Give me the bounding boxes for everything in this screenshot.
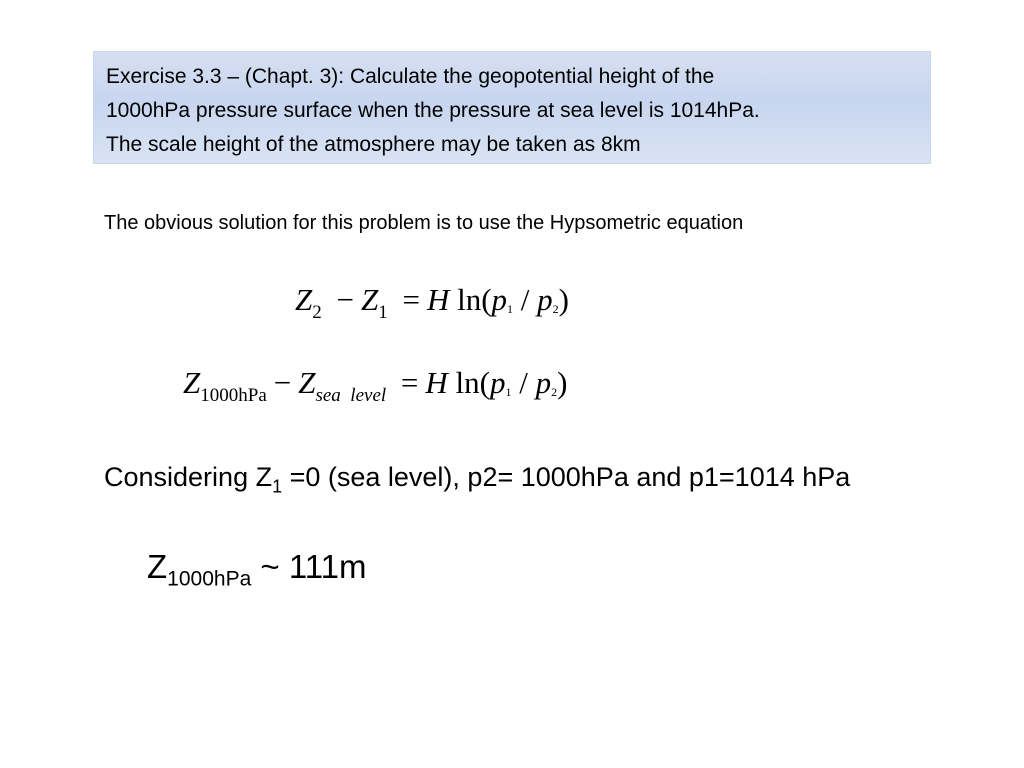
- eq2-p1-sub: 1: [505, 385, 512, 399]
- eq1-z1: Z: [360, 282, 379, 317]
- considering-suffix: =0 (sea level), p2= 1000hPa and p1=1014 hPa: [282, 462, 851, 492]
- exercise-line-2: 1000hPa pressure surface when the pressure at sea level is 1014hPa.: [106, 99, 760, 122]
- eq2-equals: =: [400, 365, 419, 400]
- result-text: [147, 548, 367, 592]
- eq2-za: Z: [183, 365, 201, 400]
- eq2-ln: ln(: [455, 365, 490, 400]
- eq2-p2-sub: 2: [551, 385, 558, 399]
- eq1-close: ): [558, 282, 569, 317]
- eq1-p2: p: [537, 282, 553, 317]
- intro-text: The obvious solution for this problem is to use the Hypsometric equation: [104, 212, 744, 234]
- exercise-line-1: Exercise 3.3 – (Chapt. 3): Calculate the geopotential height of the: [106, 65, 715, 88]
- eq2-za-sub: 1000hPa: [200, 385, 267, 406]
- eq1-p2-sub: 2: [552, 302, 559, 316]
- considering-sub: 1: [272, 476, 283, 497]
- eq2-p2: p: [535, 365, 552, 400]
- eq1-p1: p: [491, 282, 508, 317]
- hypsometric-equation: [295, 282, 569, 323]
- eq2-zb: Z: [298, 365, 316, 400]
- exercise-line-3: The scale height of the atmosphere may be taken as 8km: [106, 133, 641, 156]
- eq1-z2-sub: 2: [312, 302, 322, 323]
- exercise-box: [93, 51, 931, 164]
- result-sub: 1000hPa: [167, 567, 252, 591]
- eq2-zb-sub: sea level: [315, 385, 387, 406]
- eq2-p1: p: [489, 365, 506, 400]
- result-value: ~ 111m: [251, 548, 367, 585]
- eq2-h: H: [425, 365, 448, 400]
- considering-text: [104, 462, 850, 497]
- result-z: Z: [147, 548, 168, 585]
- eq1-equals: =: [402, 282, 420, 317]
- eq2-close: ): [557, 365, 568, 400]
- eq2-minus: −: [273, 365, 292, 400]
- eq1-ln: ln(: [457, 282, 492, 317]
- exercise-text: [106, 60, 918, 162]
- hypsometric-equation-applied: [183, 365, 568, 406]
- eq1-minus: −: [336, 282, 354, 317]
- eq1-z1-sub: 1: [378, 302, 388, 323]
- eq1-p1-sub: 1: [507, 302, 514, 316]
- considering-prefix: Considering Z: [104, 462, 273, 492]
- eq2-slash: /: [519, 365, 528, 400]
- eq1-h: H: [426, 282, 450, 317]
- eq1-slash: /: [520, 282, 530, 317]
- eq1-z2: Z: [295, 282, 313, 317]
